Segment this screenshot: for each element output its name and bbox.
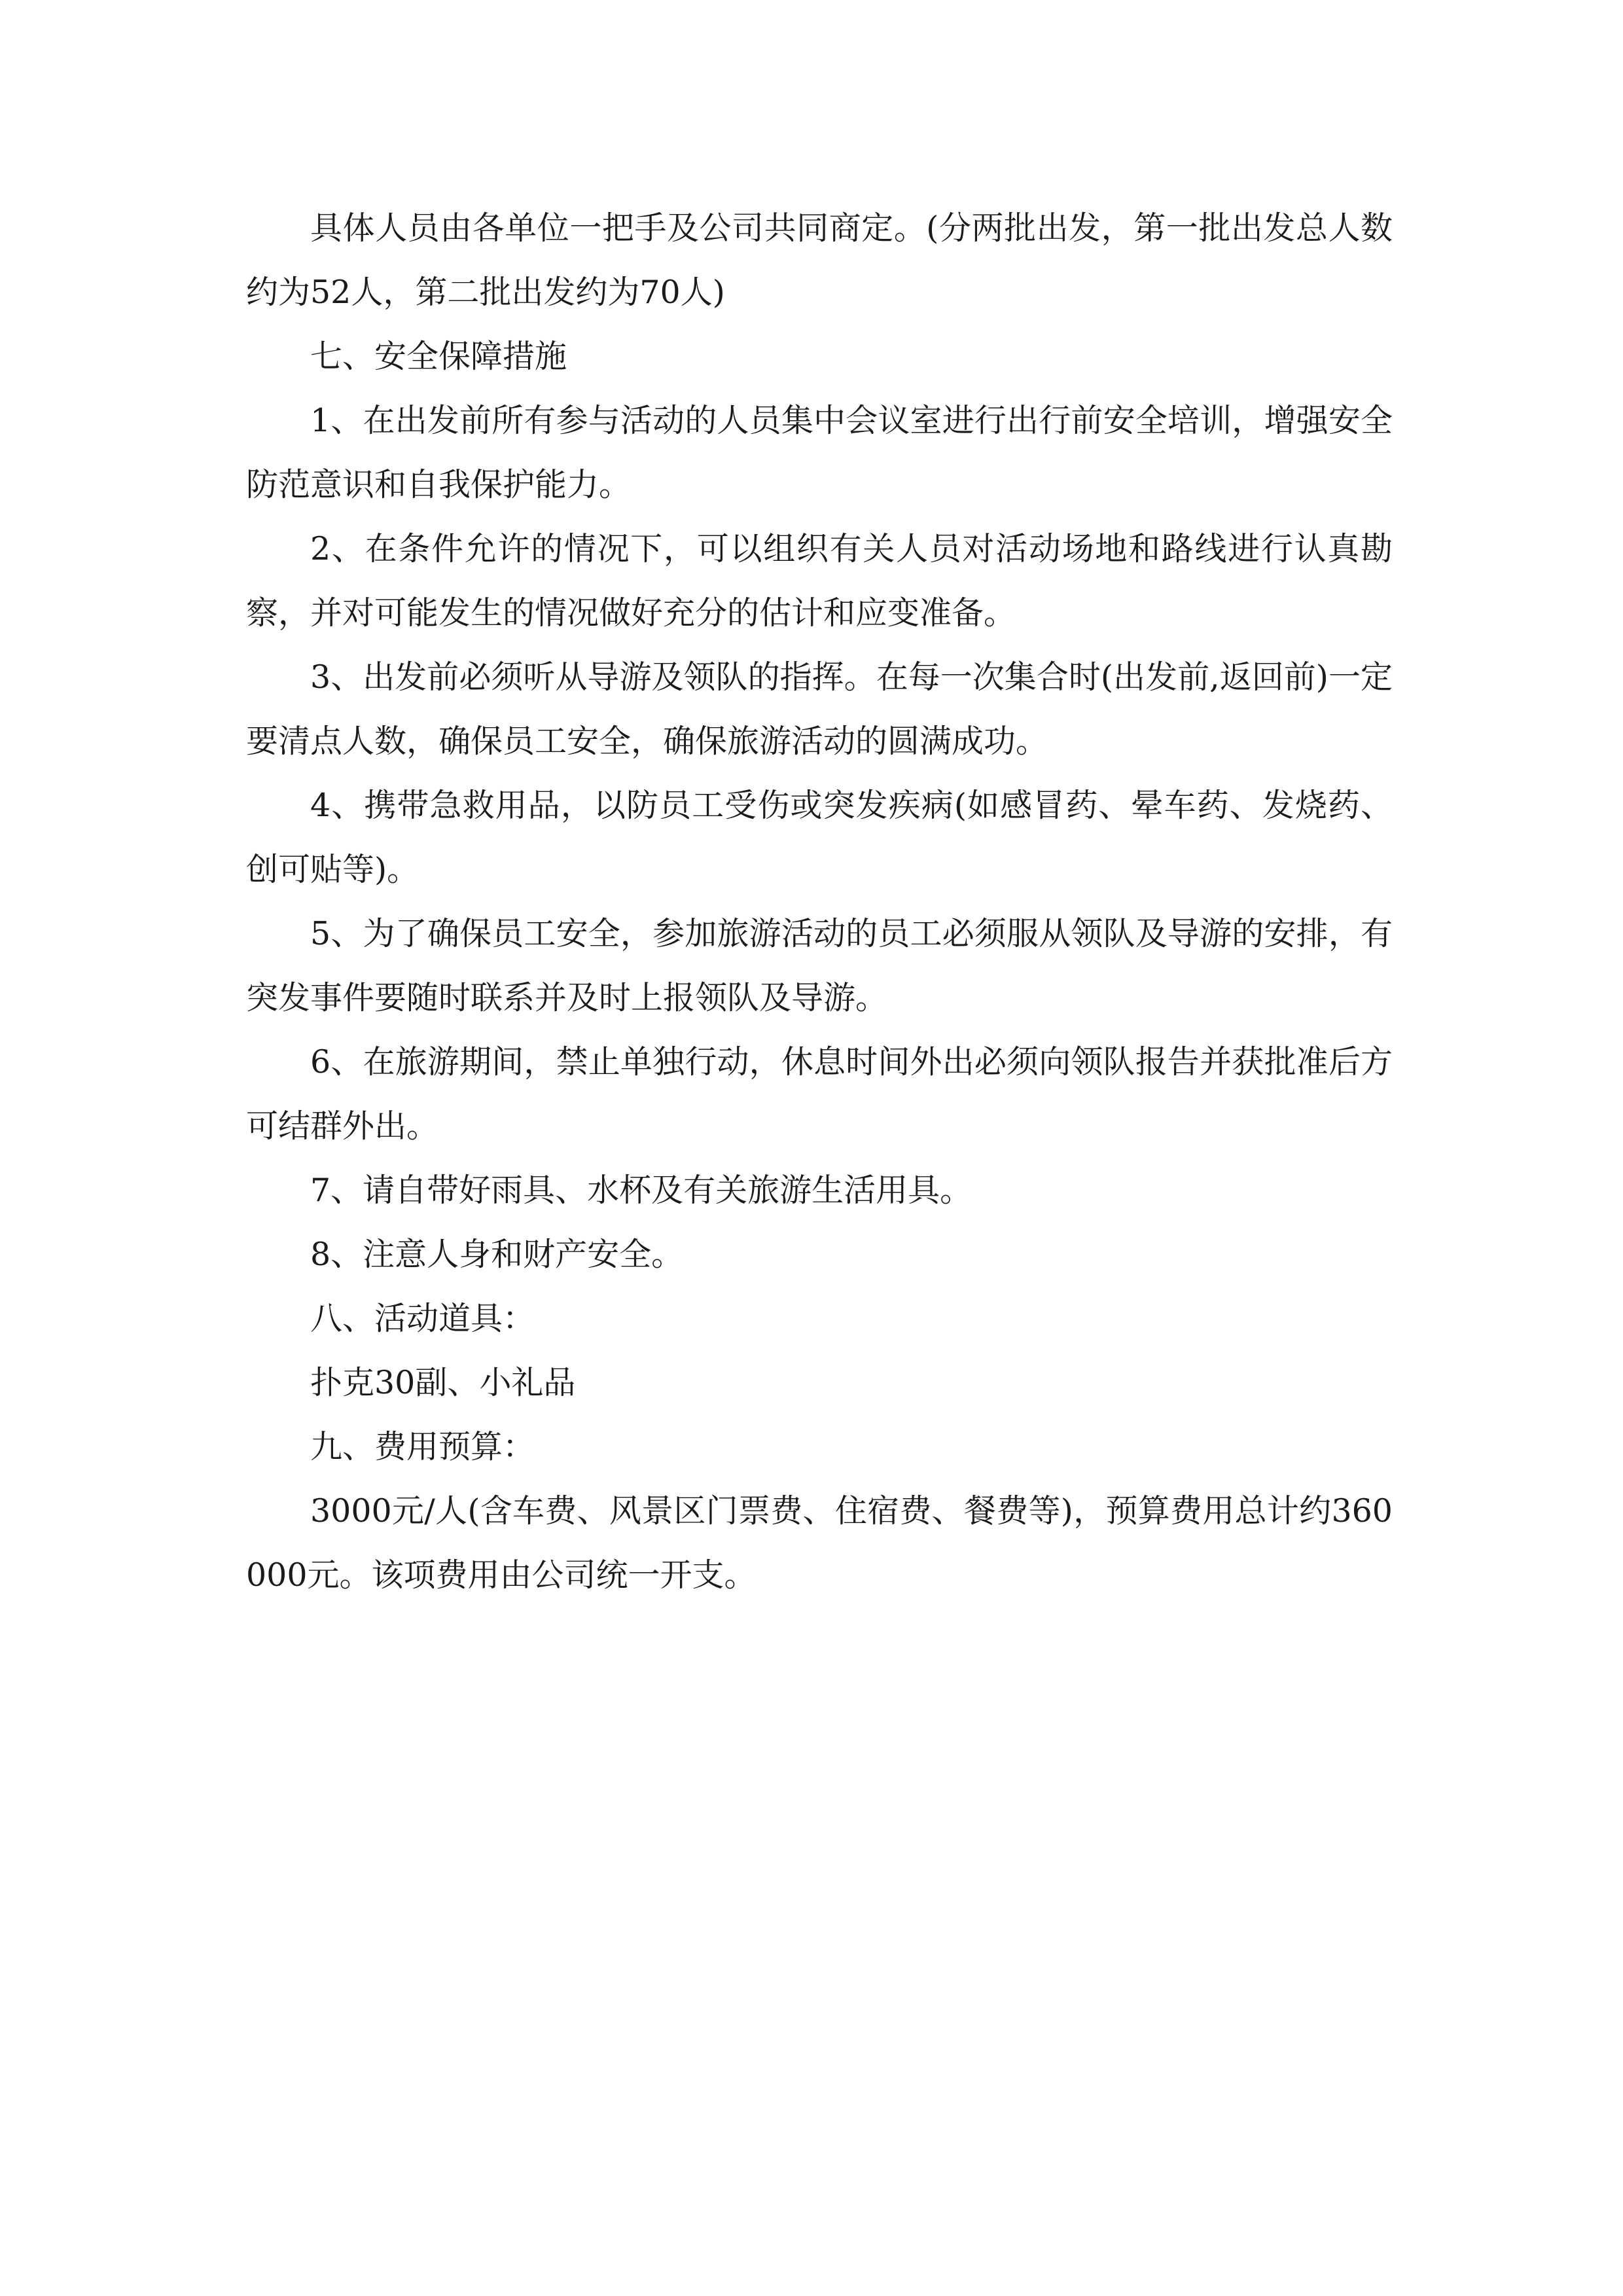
safety-item-3: 3、出发前必须听从导游及领队的指挥。在每一次集合时(出发前,返回前)一定要清点人数，确保员工安全，确保旅游活动的圆满成功。 — [246, 658, 1393, 760]
section-heading-props: 八、活动道具： — [310, 1300, 535, 1337]
props-list: 扑克30副、小礼品 — [310, 1364, 576, 1401]
safety-item-7: 7、请自带好雨具、水杯及有关旅游生活用具。 — [310, 1172, 972, 1209]
document-body — [246, 196, 1393, 1607]
safety-item-1: 1、在出发前所有参与活动的人员集中会议室进行出行前安全培训，增强安全防范意识和自我保护能力。 — [246, 402, 1393, 503]
safety-item-6: 6、在旅游期间，禁止单独行动，休息时间外出必须向领队报告并获批准后方可结群外出。 — [246, 1043, 1393, 1145]
budget-paragraph: 3000元/人(含车费、风景区门票费、住宿费、餐费等)，预算费用总计约360000元。该项费用由公司统一开支。 — [246, 1492, 1393, 1594]
safety-item-4: 4、携带急救用品，以防员工受伤或突发疾病(如感冒药、晕车药、发烧药、创可贴等)。 — [246, 787, 1393, 888]
section-heading-budget: 九、费用预算： — [310, 1428, 535, 1465]
section-heading-safety: 七、安全保障措施 — [310, 338, 567, 375]
safety-item-8: 8、注意人身和财产安全。 — [310, 1236, 684, 1273]
safety-item-5: 5、为了确保员工安全，参加旅游活动的员工必须服从领队及导游的安排，有突发事件要随时联系并及时上报领队及导游。 — [246, 915, 1393, 1016]
safety-item-2: 2、在条件允许的情况下，可以组织有关人员对活动场地和路线进行认真勘察，并对可能发生的情况做好充分的估计和应变准备。 — [246, 530, 1393, 632]
participants-paragraph: 具体人员由各单位一把手及公司共同商定。(分两批出发，第一批出发总人数约为52人，第二批出发约为70人) — [246, 209, 1393, 311]
